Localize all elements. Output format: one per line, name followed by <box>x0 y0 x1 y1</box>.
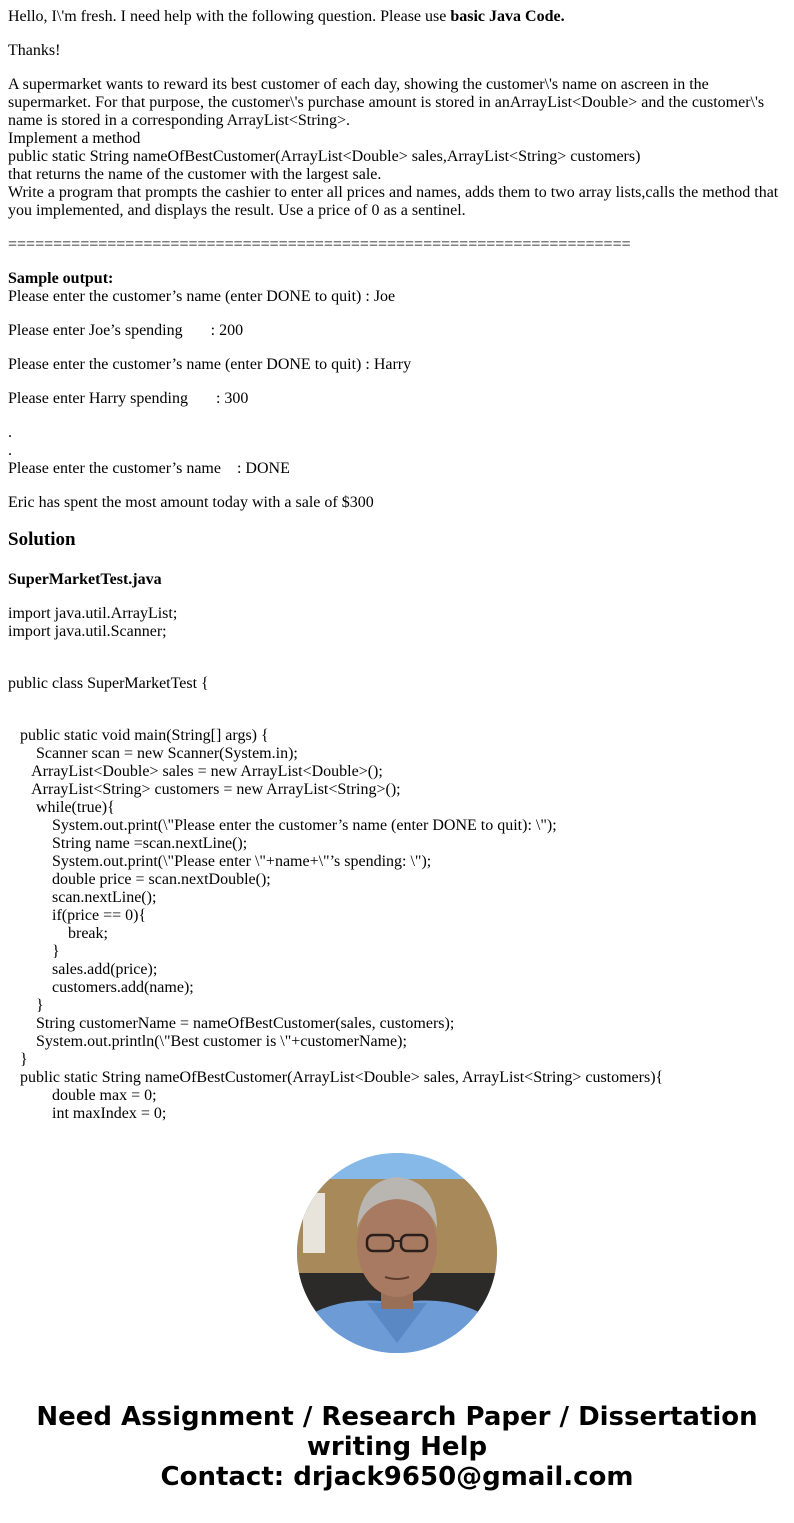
code-line: } <box>8 943 60 960</box>
code-line: public static String nameOfBestCustomer(ArrayList<Double> sales, ArrayList<String> customers){ <box>8 1069 664 1086</box>
code-line: int maxIndex = 0; <box>8 1105 167 1122</box>
question-line: Write a program that prompts the cashier to enter all prices and names, adds them to two array lists,calls the method that <box>8 184 779 201</box>
code-line: String name =scan.nextLine(); <box>8 835 248 852</box>
code-line: scan.nextLine(); <box>8 889 157 906</box>
sample-line: Eric has spent the most amount today with a sale of $300 <box>8 494 374 511</box>
code-line: System.out.print(\"Please enter the customer’s name (enter DONE to quit): \"); <box>8 817 557 834</box>
promo-line: Need Assignment / Research Paper / Dissertation <box>36 1402 758 1432</box>
code-line: while(true){ <box>8 799 115 816</box>
intro-bold-text: basic Java Code. <box>450 8 565 25</box>
code-line: } <box>8 997 44 1014</box>
solution-heading: Solution <box>8 529 76 550</box>
separator: ===================================================================== <box>8 236 631 253</box>
thanks-text: Thanks! <box>8 42 61 59</box>
code-line: Scanner scan = new Scanner(System.in); <box>8 745 298 762</box>
code-line: System.out.print(\"Please enter \"+name+\"’s spending: \"); <box>8 853 432 870</box>
question-line: name is stored in a corresponding ArrayList<String>. <box>8 112 350 129</box>
code-line: double price = scan.nextDouble(); <box>8 871 271 888</box>
sample-line: . <box>8 442 12 459</box>
code-line: public class SuperMarketTest { <box>8 675 209 692</box>
sample-line: Please enter the customer’s name (enter DONE to quit) : Joe <box>8 288 396 305</box>
code-line: import java.util.Scanner; <box>8 623 167 640</box>
code-line: import java.util.ArrayList; <box>8 605 178 622</box>
question-line: public static String nameOfBestCustomer(ArrayList<Double> sales,ArrayList<String> customers) <box>8 148 641 165</box>
sample-line: Please enter the customer’s name : DONE <box>8 460 290 477</box>
portrait-icon <box>297 1153 497 1353</box>
question-line: A supermarket wants to reward its best customer of each day, showing the customer\'s name on ascreen in the <box>8 76 709 93</box>
promo-banner <box>0 1402 794 1492</box>
code-line: ArrayList<Double> sales = new ArrayList<Double>(); <box>8 763 383 780</box>
sample-line: Please enter Harry spending : 300 <box>8 390 249 407</box>
author-avatar <box>297 1153 497 1353</box>
intro-text: Hello, I\'m fresh. I need help with the following question. Please use <box>8 8 451 25</box>
code-line: String customerName = nameOfBestCustomer(sales, customers); <box>8 1015 455 1032</box>
code-line: public static void main(String[] args) { <box>8 727 269 744</box>
code-line: if(price == 0){ <box>8 907 147 924</box>
promo-contact: Contact: drjack9650@gmail.com <box>160 1462 634 1492</box>
sample-line: Please enter Joe’s spending : 200 <box>8 322 244 339</box>
question-line: that returns the name of the customer with the largest sale. <box>8 166 382 183</box>
code-line: customers.add(name); <box>8 979 194 996</box>
sample-output-heading: Sample output: <box>8 270 114 287</box>
code-line: System.out.println(\"Best customer is \"+customerName); <box>8 1033 407 1050</box>
code-line: double max = 0; <box>8 1087 157 1104</box>
question-line: Implement a method <box>8 130 141 147</box>
code-line: } <box>8 1051 28 1068</box>
code-line: ArrayList<String> customers = new ArrayList<String>(); <box>8 781 401 798</box>
question-line: supermarket. For that purpose, the customer\'s purchase amount is stored in anArrayList<Double> and the customer\'s <box>8 94 765 111</box>
promo-line: writing Help <box>306 1432 488 1462</box>
intro-line <box>8 8 565 26</box>
sample-line: . <box>8 424 12 441</box>
sample-line: Please enter the customer’s name (enter DONE to quit) : Harry <box>8 356 412 373</box>
code-line: sales.add(price); <box>8 961 158 978</box>
question-line: you implemented, and displays the result. Use a price of 0 as a sentinel. <box>8 202 466 219</box>
code-line: break; <box>8 925 108 942</box>
solution-filename: SuperMarketTest.java <box>8 571 162 588</box>
